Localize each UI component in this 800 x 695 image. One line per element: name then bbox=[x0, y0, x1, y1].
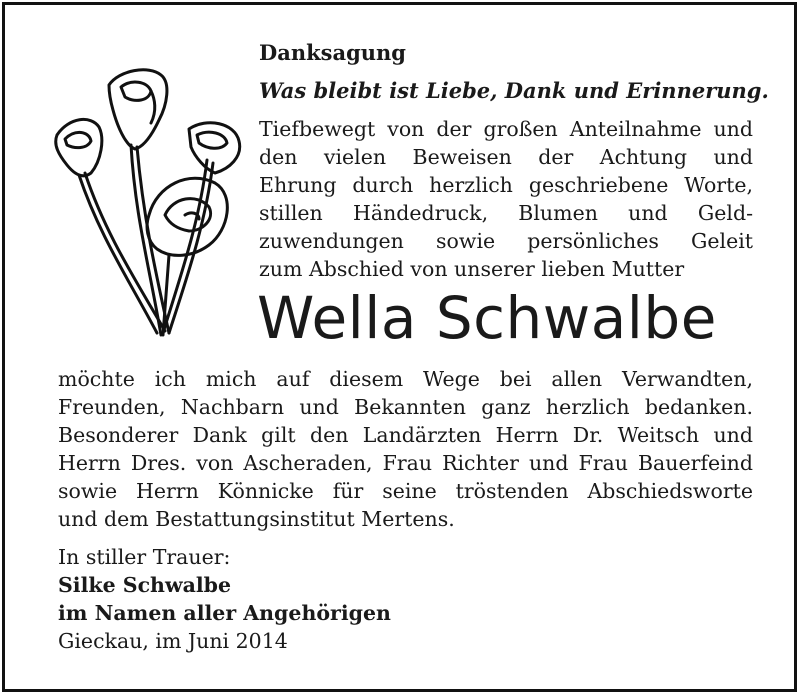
body-line: Freunden, Nachbarn und Bekannten ganz herzlich bedanken. bbox=[58, 395, 753, 419]
signer-name: Silke Schwalbe bbox=[58, 573, 232, 597]
notice-motto: Was bleibt ist Liebe, Dank und Erinnerung. bbox=[259, 78, 769, 103]
intro-line: zum Abschied von unserer lieben Mutter bbox=[259, 257, 685, 281]
body-line: Herrn Dres. von Ascheraden, Frau Richter und Frau Bauerfeind bbox=[58, 451, 753, 475]
obituary-notice bbox=[2, 2, 797, 692]
notice-heading: Danksagung bbox=[259, 40, 406, 65]
mourning-label: In stiller Trauer: bbox=[58, 545, 231, 569]
body-paragraph bbox=[58, 365, 753, 533]
signature-block bbox=[58, 543, 391, 655]
place-date: Gieckau, im Juni 2014 bbox=[58, 629, 288, 653]
intro-line: zuwendungen sowie persönliches Geleit bbox=[259, 229, 753, 253]
calla-lily-flowers-icon bbox=[39, 65, 249, 345]
signer-note: im Namen aller Angehörigen bbox=[58, 601, 391, 625]
deceased-name: Wella Schwalbe bbox=[257, 284, 717, 352]
intro-paragraph bbox=[259, 115, 753, 283]
body-line: und dem Bestattungsinstitut Mertens. bbox=[58, 507, 455, 531]
intro-line: Ehrung durch herzlich geschriebene Worte, bbox=[259, 173, 753, 197]
intro-line: Tiefbewegt von der großen Anteilnahme und bbox=[259, 117, 753, 141]
body-line: Besonderer Dank gilt den Landärzten Herrn Dr. Weitsch und bbox=[58, 423, 753, 447]
intro-line: den vielen Beweisen der Achtung und bbox=[259, 145, 753, 169]
body-line: sowie Herrn Könnicke für seine tröstenden Abschiedsworte bbox=[58, 479, 753, 503]
intro-line: stillen Händedruck, Blumen und Geld- bbox=[259, 201, 753, 225]
body-line: möchte ich mich auf diesem Wege bei allen Verwandten, bbox=[58, 367, 753, 391]
